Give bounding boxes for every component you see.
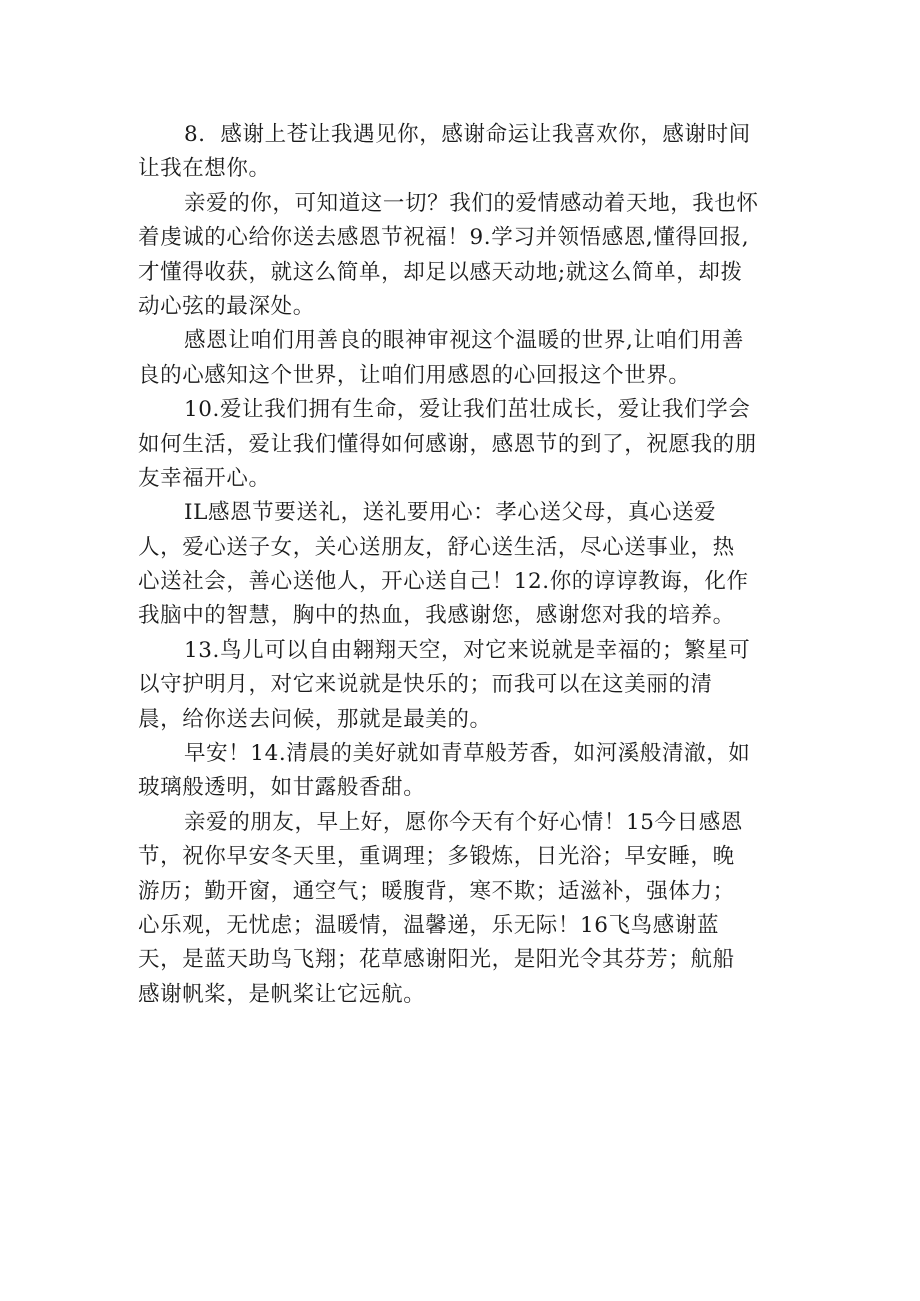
text-line: 亲爱的你，可知道这一切？我们的爱情感动着天地，我也怀 <box>184 190 759 216</box>
text-line: 动心弦的最深处。 <box>138 293 315 319</box>
text-line: 以守护明月，对它来说就是快乐的；而我可以在这美丽的清 <box>138 672 713 698</box>
paragraph-8 <box>138 118 788 187</box>
text-line: 天，是蓝天助鸟飞翔；花草感谢阳光，是阳光令其芬芳；航船 <box>138 947 735 973</box>
text-line: 节，祝你早安冬天里，重调理；多锻炼，日光浴；早安睡，晚 <box>138 844 735 870</box>
text-line: 让我在想你。 <box>138 156 271 182</box>
text-line: 10.爱让我们拥有生命，爱让我们茁壮成长，爱让我们学会 <box>184 397 751 423</box>
text-line: 心乐观，无忧虑；温暖情，温馨递，乐无际！16飞鸟感谢蓝 <box>138 912 720 938</box>
paragraph-11 <box>138 496 788 634</box>
text-line: 心送社会，善心送他人，开心送自己！12.你的谆谆教诲，化作 <box>138 569 749 595</box>
text-line: IL感恩节要送礼，送礼要用心：孝心送父母，真心送爱 <box>184 500 717 526</box>
paragraph-15-16 <box>138 806 788 1012</box>
text-line: 玻璃般透明，如甘露般香甜。 <box>138 775 426 801</box>
text-line: 晨，给你送去问候，那就是最美的。 <box>138 706 492 732</box>
text-line: 我脑中的智慧，胸中的热血，我感谢您，感谢您对我的培养。 <box>138 603 735 629</box>
text-line: 友幸福开心。 <box>138 465 271 491</box>
document-body <box>138 118 788 1012</box>
text-line: 着虔诚的心给你送去感恩节祝福！9.学习并领悟感恩,懂得回报, <box>138 225 750 251</box>
text-line: 亲爱的朋友，早上好，愿你今天有个好心情！15今日感恩 <box>184 809 743 835</box>
paragraph-13 <box>138 634 788 737</box>
paragraph-10 <box>138 393 788 496</box>
paragraph-dear-you <box>138 187 788 325</box>
text-line: 游历；勤开窗，通空气；暖腹背，寒不欺；适滋补，强体力； <box>138 878 735 904</box>
text-line: 感恩让咱们用善良的眼神审视这个温暖的世界,让咱们用善 <box>184 328 744 354</box>
text-line: 8．感谢上苍让我遇见你，感谢命运让我喜欢你，感谢时间 <box>184 122 751 147</box>
text-line: 13.鸟儿可以自由翱翔天空，对它来说就是幸福的；繁星可 <box>184 637 751 663</box>
text-line: 早安！14.清晨的美好就如青草般芳香，如河溪般清澈，如 <box>184 741 751 767</box>
paragraph-gratitude-world <box>138 324 788 393</box>
paragraph-14 <box>138 737 788 806</box>
text-line: 人，爱心送子女，关心送朋友，舒心送生活，尽心送事业，热 <box>138 534 735 560</box>
text-line: 如何生活，爱让我们懂得如何感谢，感恩节的到了，祝愿我的朋 <box>138 431 757 457</box>
text-line: 才懂得收获，就这么简单，却足以感天动地;就这么简单，却拨 <box>138 259 743 285</box>
text-line: 良的心感知这个世界，让咱们用感恩的心回报这个世界。 <box>138 362 691 388</box>
text-line: 感谢帆桨，是帆桨让它远航。 <box>138 981 426 1007</box>
